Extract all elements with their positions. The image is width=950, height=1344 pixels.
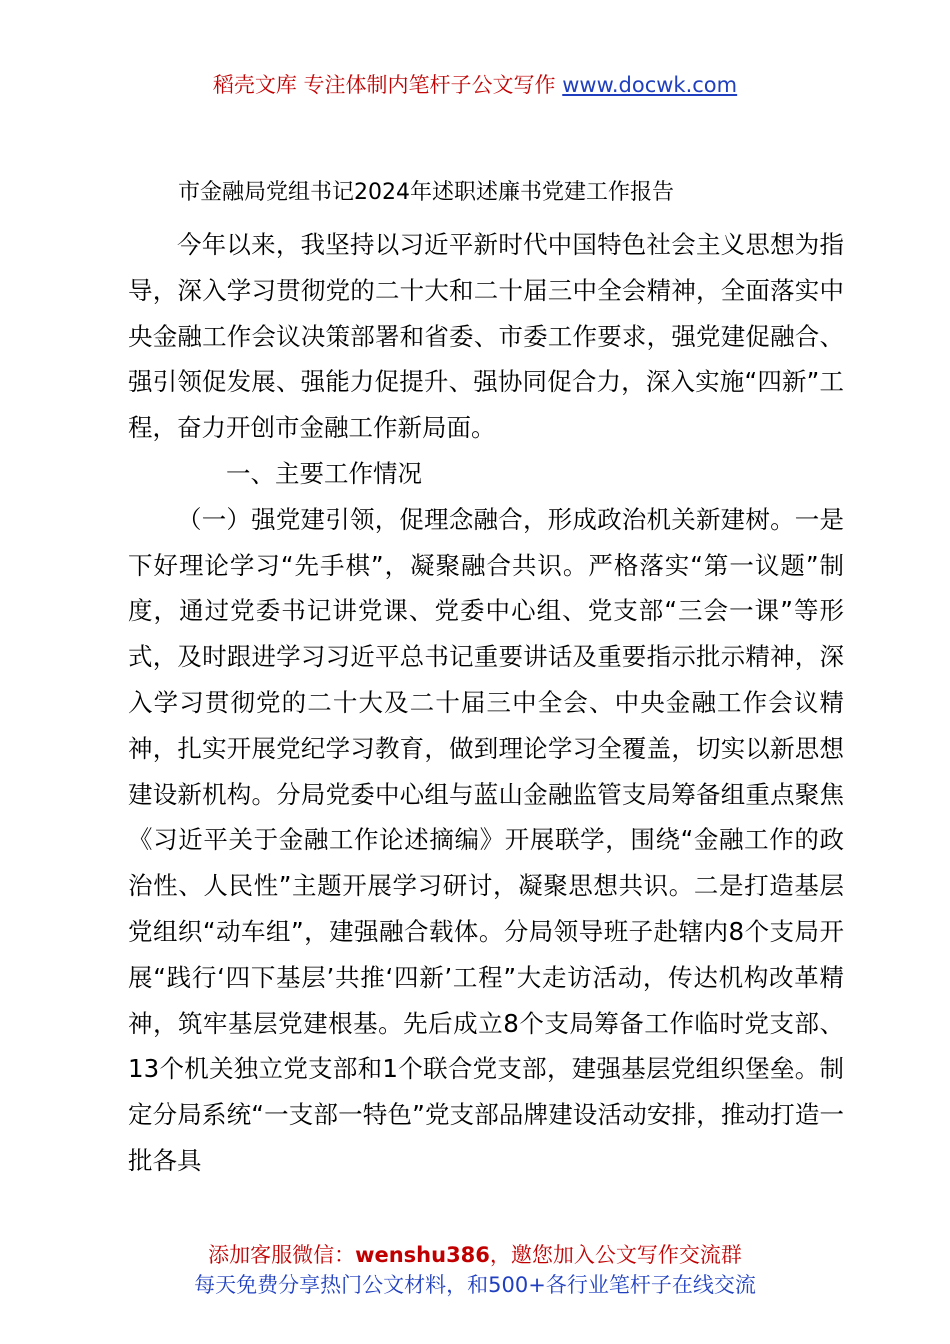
document-body bbox=[128, 222, 844, 1184]
watermark-header bbox=[0, 70, 950, 100]
promo-footer bbox=[0, 1240, 950, 1300]
intro-paragraph: 今年以来，我坚持以习近平新时代中国特色社会主义思想为指导，深入学习贯彻党的二十大和二十届三中全会精神，全面落实中央金融工作会议决策部署和省委、市委工作要求，强党建促融合、强引领促发展、强能力促提升、强协同促合力，深入实施“四新”工程，奋力开创市金融工作新局面。 bbox=[128, 230, 844, 443]
section-heading: 一、主要工作情况 bbox=[226, 458, 422, 488]
section-paragraph: （一）强党建引领，促理念融合，形成政治机关新建树。一是下好理论学习“先手棋”，凝聚融合共识。严格落实“第一议题”制度，通过党委书记讲党课、党委中心组、党支部“三会一课”等形式，及时跟进学习习近平总书记重要讲话及重要指示批示精神，深入学习贯彻党的二十大及二十届三中全会、中央金融工作会议精神，扎实开展党纪学习教育，做到理论学习全覆盖，切实以新思想建设新机构。分局党委中心组与蓝山金融监管支局筹备组重点聚焦《习近平关于金融工作论述摘编》开展联学，围绕“金融工作的政治性、人民性”主题开展学习研讨，凝聚思想共识。二是打造基层党组织“动车组”，建强融合载体。分局领导班子赴辖内8个支局开展“践行‘四下基层’共推‘四新’工程”大走访活动，传达机构改革精神，筑牢基层党建根基。先后成立8个支局筹备工作临时党支部、13个机关独立党支部和1个联合党支部，建强基层党组织堡垒。制定分局系统“一支部一特色”党支部品牌建设活动安排，推动打造一批各具 bbox=[128, 504, 844, 1175]
header-url-link[interactable]: www.docwk.com bbox=[562, 73, 738, 97]
wechat-prompt: 添加客服微信： bbox=[208, 1243, 356, 1267]
invite-text: ，邀您加入公文写作交流群 bbox=[489, 1243, 742, 1267]
footer-line-1 bbox=[0, 1240, 950, 1270]
wechat-id: wenshu386 bbox=[355, 1243, 490, 1267]
header-brand: 稻壳文库 专注体制内笔杆子公文写作 bbox=[212, 73, 556, 97]
document-title: 市金融局党组书记2024年述职述廉书党建工作报告 bbox=[178, 180, 674, 205]
footer-line-2: 每天免费分享热门公文材料，和500+各行业笔杆子在线交流 bbox=[194, 1273, 756, 1297]
